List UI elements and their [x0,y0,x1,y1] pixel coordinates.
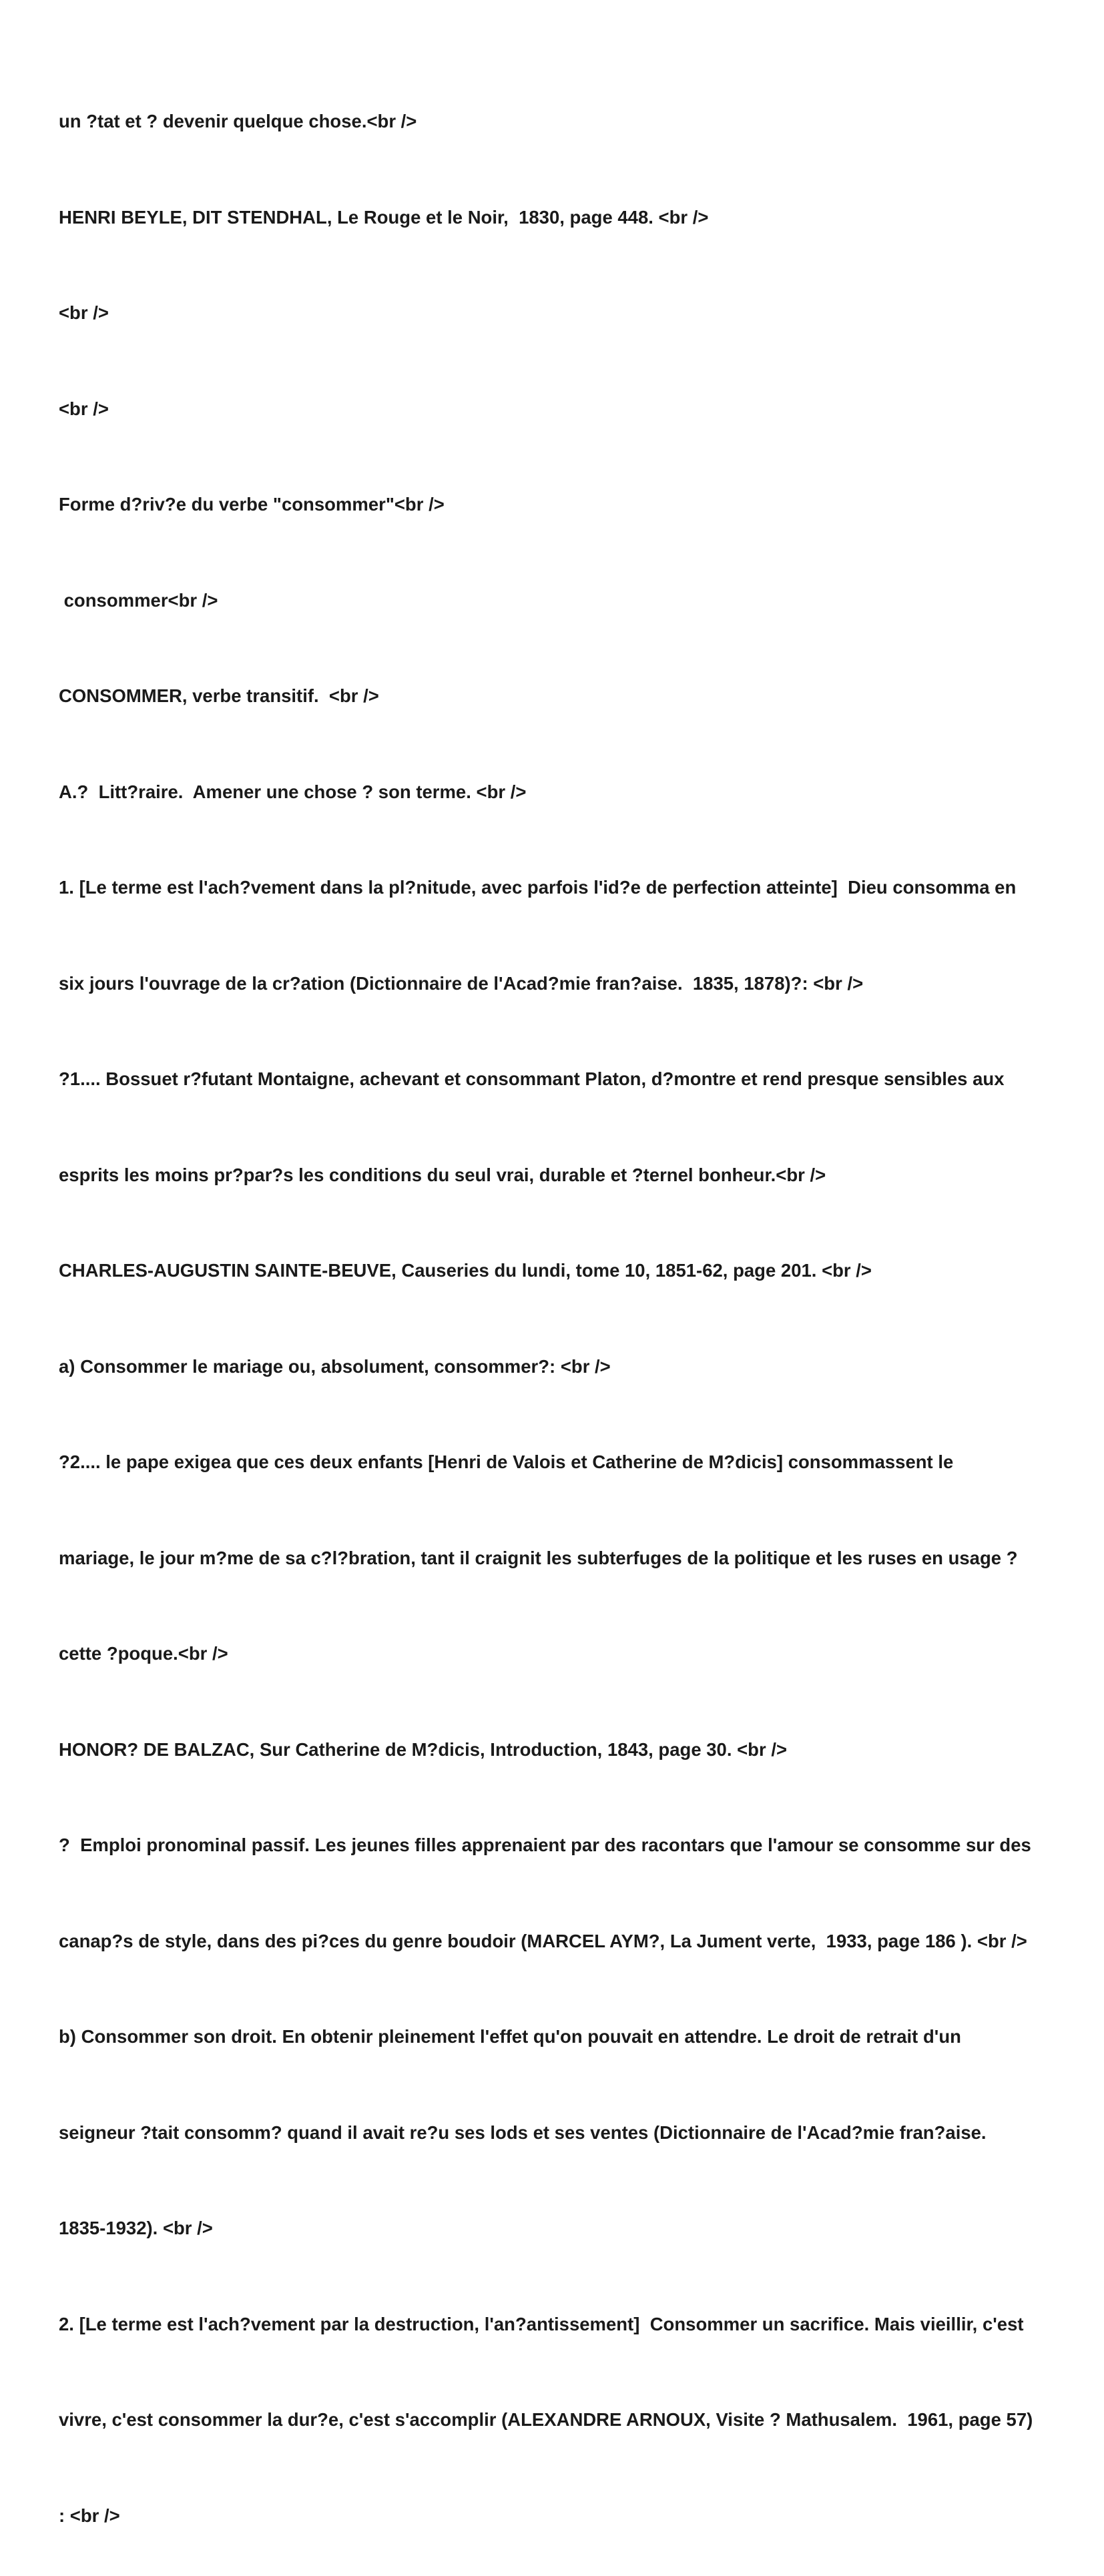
text-line: HENRI BEYLE, DIT STENDHAL, Le Rouge et le Noir, 1830, page 448. <br /> [59,206,709,228]
text-line: CHARLES-AUGUSTIN SAINTE-BEUVE, Causeries du lundi, tome 10, 1851-62, page 201. <br /> [59,1260,872,1281]
text-line: vivre, c'est consommer la dur?e, c'est s'accomplir (ALEXANDRE ARNOUX, Visite ? Mathusalem. 1961, page 57) [59,2409,1033,2430]
text-line: CONSOMMER, verbe transitif. <br /> [59,685,379,706]
text-line: b) Consommer son droit. En obtenir pleinement l'effet qu'on pouvait en attendre. Le droit de retrait d'un [59,2026,961,2047]
text-line: esprits les moins pr?par?s les conditions du seul vrai, durable et ?ternel bonheur.<br /> [59,1164,826,1185]
text-line: ? Emploi pronominal passif. Les jeunes filles apprenaient par des racontars que l'amour se consomme sur des [59,1835,1031,1855]
text-line: a) Consommer le mariage ou, absolument, consommer?: <br /> [59,1355,611,1377]
text-line: 2. [Le terme est l'ach?vement par la destruction, l'an?antissement] Consommer un sacrifice. Mais vieillir, c'est [59,2313,1024,2334]
text-line: un ?tat et ? devenir quelque chose.<br /> [59,111,417,131]
text-line: cette ?poque.<br /> [59,1643,228,1664]
text-line: six jours l'ouvrage de la cr?ation (Dictionnaire de l'Acad?mie fran?aise. 1835, 1878)?: <br /> [59,972,864,994]
text-line: <br /> [59,398,109,419]
text-line: 1835-1932). <br /> [59,2218,213,2238]
text-line: ?1.... Bossuet r?futant Montaigne, achevant et consommant Platon, d?montre et rend presque sensibles aux [59,1068,1005,1089]
text-line: ?2.... le pape exigea que ces deux enfants [Henri de Valois et Catherine de M?dicis] consommassent le [59,1452,954,1472]
text-line: <br /> [59,302,109,323]
text-line: mariage, le jour m?me de sa c?l?bration, tant il craignit les subterfuges de la politique et les ruses en usage ? [59,1547,1018,1568]
text-line: A.? Litt?raire. Amener une chose ? son terme. <br /> [59,781,527,802]
text-line: HONOR? DE BALZAC, Sur Catherine de M?dicis, Introduction, 1843, page 30. <br /> [59,1738,788,1760]
text-line: Forme d?riv?e du verbe "consommer"<br /> [59,494,445,515]
document-page [59,65,1060,2576]
text-line: seigneur ?tait consomm? quand il avait re?u ses lods et ses ventes (Dictionnaire de l'Acad?mie fran?aise. [59,2122,987,2143]
text-line: : <br /> [59,2505,120,2526]
text-line: canap?s de style, dans des pi?ces du genre boudoir (MARCEL AYM?, La Jument verte, 1933, page 186 ). <br /> [59,1930,1027,1951]
text-line: 1. [Le terme est l'ach?vement dans la pl?nitude, avec parfois l'id?e de perfection atteinte] Dieu consomma en [59,877,1017,898]
text-line: consommer<br /> [59,589,218,611]
